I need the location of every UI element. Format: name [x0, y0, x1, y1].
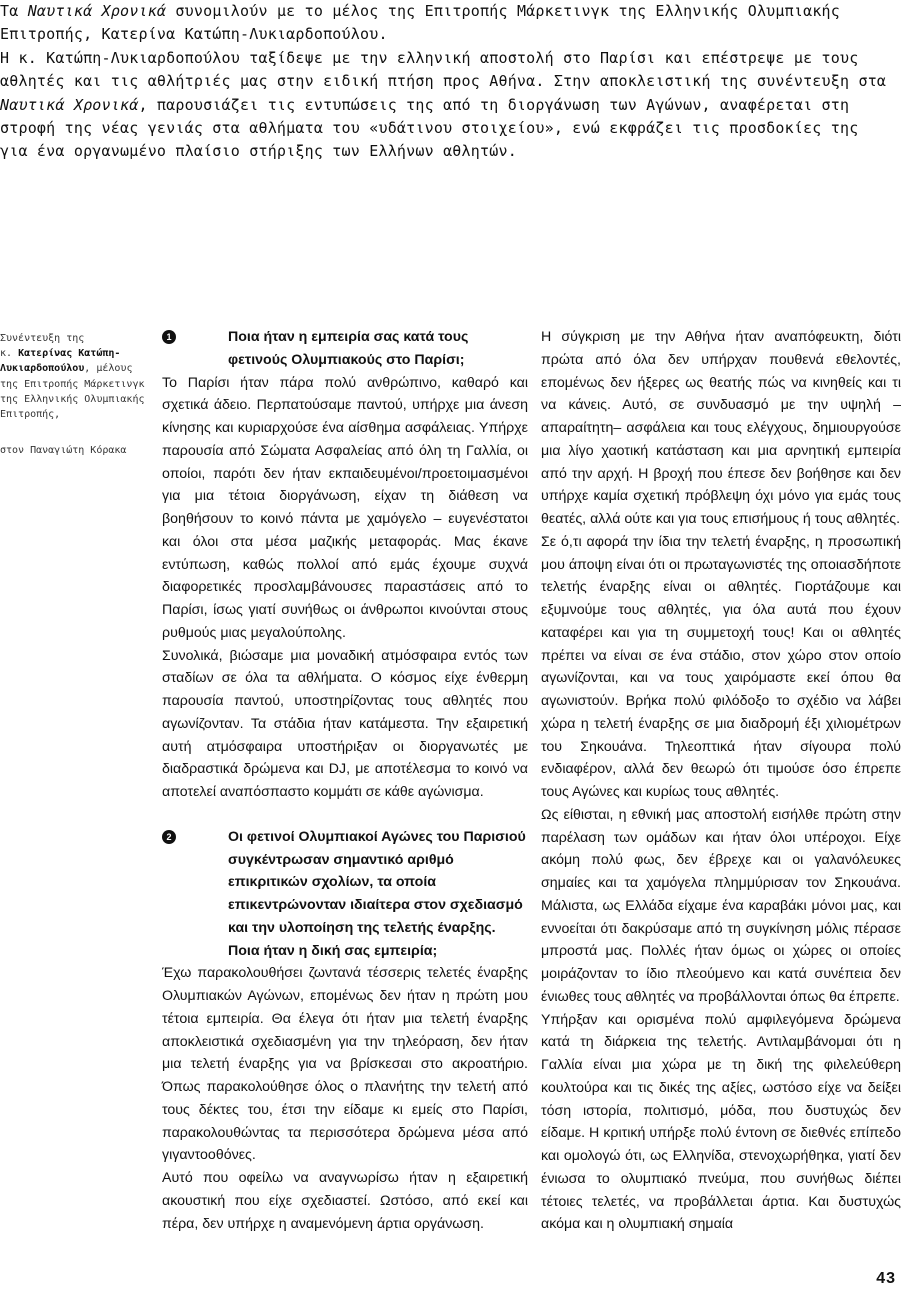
intro: [0, 0, 892, 164]
question-text: Οι φετινοί Ολυμπιακοί Αγώνες του Παρισιού συγκέντρωσαν σημαντικό αριθμό επικριτικών σχολίων, τα οποία επικεντρώνονταν ιδιαίτερα στον σχεδιασμό και την υλοποίηση της τελετής έναρξης. Ποια ήταν η δική σας εμπειρία;: [228, 828, 526, 959]
answer-paragraph: Έχω παρακολουθήσει ζωντανά τέσσερις τελετές έναρξης Ολυμπιακών Αγώνων, επομένως δεν ήταν η πρώτη μου τέτοια εμπειρία. Θα έλεγα ότι ήταν μια τελετή έναρξης αποκλειστικά σχεδιασμένη για την τηλεόραση, δεν ήταν μια τελετή έναρξης για να βρίσκεσαι στο ακροατήριο. Όπως παρακολούθησε όλος ο πλανήτης την τελετή από τους δέκτες του, έτσι την είδαμε κι εμείς στο Παρίσι, παρακολουθώντας τα περισσότερα δρώμενα μέσα από γιγαντοοθόνες.: [162, 965, 528, 1164]
intro-text: Τα: [0, 2, 28, 20]
answer-paragraph: Συνολικά, βιώσαμε μια μοναδική ατμόσφαιρα εντός των σταδίων σε όλα τα αθλήματα. Ο κόσμος είχε ένθερμη παρουσία παντού, υποστηρίζοντας τους αθλητές που αγωνίζονταν. Τα στάδια ήταν κατάμεστα. Την εξαιρετική αυτή ατμόσφαιρα υποστήριξαν οι διοργανωτές με διαδραστικά δρώμενα και DJ, με αποτέλεσμα το κοινό να αποτελεί αναπόσπαστο κομμάτι σε κάθε αγώνισμα.: [162, 647, 528, 800]
answer-paragraph: Η σύγκριση με την Αθήνα ήταν αναπόφευκτη, διότι πρώτα από όλα δεν υπήρχαν πουθενά εθελοντές, επομένως δεν ήξερες ως θεατής πώς να κινηθείς και τι να κάνεις. Αυτό, σε συνδυασμό με την υψηλή –απαραίτητη– ασφάλεια και τους ελέγχους, δημιουργούσε μια λίγο χαοτική κατάσταση και μια αρνητική εμπειρία από την αρχή. Η βροχή που έπεσε δεν βοήθησε και δεν υπήρχε καμία σχετική πρόβλεψη όχι μόνο για εμάς τους θεατές, αλλά ούτε και για τους επισήμους ή τους αθλητές.: [541, 329, 901, 527]
column-right: [541, 326, 901, 1236]
answer-paragraph: Αυτό που οφείλω να αναγνωρίσω ήταν η εξαιρετική ακουστική που είχε σχεδιαστεί. Ωστόσο, από εκεί και πέρα, δεν υπήρχε η αναμενόμενη άρτια οργάνωση.: [162, 1170, 528, 1232]
answer-paragraph: Ως είθισται, η εθνική μας αποστολή εισήλθε πρώτη στην παρέλαση των ομάδων και ήταν όλοι υπέροχοι. Είχε ακόμη πολύ φως, δεν έβρεχε και οι γαλανόλευκες σημαίες και τα χαμόγελα πλημμύρισαν τον Σηκουάνα. Μάλιστα, ως Ελλάδα είχαμε ένα καραβάκι μόνοι μας, και εννοείται ότι δακρύσαμε από τη συγκίνηση μόλις πέρασε μπροστά μας. Πολλές ήταν όμως οι χώρες οι οποίες μοιράζονταν το ίδιο πλεούμενο και κατά συνέπεια δεν ένιωθες τους αθλητές να προβάλλονται όπως θα έπρεπε.: [541, 806, 901, 1005]
credit-role: , μέλους της Επιτροπής Μάρκετινγκ της Ελληνικής Ολυμπιακής Επιτροπής,: [0, 363, 145, 421]
intro-text: συνομιλούν με το μέλος της Επιτροπής Μάρκετινγκ της Ελληνικής Ολυμπιακής Επιτροπής, Κατερίνα Κατώπη-Λυκιαρδοπούλου.: [0, 2, 841, 44]
intro-paragraph-2: [0, 47, 892, 164]
answer-paragraph: Το Παρίσι ήταν πάρα πολύ ανθρώπινο, καθαρό και σχετικά άδειο. Περπατούσαμε παντού, υπήρχε μια άνεση κίνησης και κυριαρχούσε ένα αίσθημα ασφάλειας. Υπήρχε παρουσία από Σώματα Ασφαλείας από όλη τη Γαλλία, οι οποίοι, παρότι δεν ήταν εκπαιδευμένοι/προετοιμασμένοι για μια τέτοια διοργάνωση, είχαν τη διάθεση να βοηθήσουν το κοινό πάντα με χαμόγελο – ευγενέστατοι και όλοι στα μέσα μαζικής μεταφοράς. Μας έκανε εντύπωση, καθώς πολλοί από εμάς έχουμε συχνά διαφορετικές προσλαμβάνουσες παραστάσεις από το Παρίσι, ίσως γιατί συνήθως οι άνθρωποι κινούνται στους ρυθμούς μιας μεγαλούπολης.: [162, 374, 528, 641]
question-1: [162, 326, 528, 372]
credit-name-line: [0, 346, 150, 422]
credit-prefix: κ.: [0, 348, 19, 360]
intro-text: Η κ. Κατώπη-Λυκιαρδοπούλου ταξίδεψε με την ελληνική αποστολή στο Παρίσι και επέστρεψε με τους αθλητές και τις αθλήτριές μας στην ειδική πτήση προς Αθήνα. Στην αποκλειστική της συνέντευξη στα: [0, 48, 887, 91]
intro-text: , παρουσιάζει τις εντυπώσεις της από τη διοργάνωση των Αγώνων, αναφέρεται στη στροφή της νέας γενιάς στα αθλήματα του «υδάτινου στοιχείου», ενώ εκφράζει τις προσδοκίες της για ένα οργανωμένο πλαίσιο στήριξης των Ελλήνων αθλητών.: [0, 95, 859, 161]
interview-credit: [0, 331, 150, 458]
publication-name: Ναυτικά Χρονικά: [0, 95, 139, 114]
question-number-badge: 1: [162, 330, 176, 344]
intro-paragraph-1: [0, 0, 892, 47]
interviewer: στον Παναγιώτη Κόρακα: [0, 445, 127, 457]
question-2: [162, 826, 528, 963]
question-number-badge: 2: [162, 830, 176, 844]
answer-paragraph: Υπήρξαν και ορισμένα πολύ αμφιλεγόμενα δρώμενα κατά τη διάρκεια της τελετής. Αντιλαμβάνομαι ότι η Γαλλία είναι μια χώρα με τη δική της φιλελεύθερη κουλτούρα και τις δικές της αξίες, ωστόσο είχε να δείξει τόση ιστορία, πολιτισμό, μόδα, που δυστυχώς δεν είδαμε. Η κριτική υπήρξε πολύ έντονη σε διεθνές επίπεδο και ομολογώ ότι, ως Ελληνίδα, στενοχωρήθηκα, γιατί δεν ένιωσα το ολυμπιακό πνεύμα, που συνήθως διέπει τέτοιες τελετές, να προβάλλεται άρτια. Και δυστυχώς ακόμα και η ολυμπιακή σημαία: [541, 1011, 901, 1233]
page-number: 43: [876, 1270, 896, 1287]
publication-name: Ναυτικά Χρονικά: [27, 2, 167, 20]
question-text: Ποια ήταν η εμπειρία σας κατά τους φετινούς Ολυμπιακούς στο Παρίσι;: [228, 329, 469, 368]
column-middle: [162, 326, 528, 1235]
answer-paragraph: Σε ό,τι αφορά την ίδια την τελετή έναρξης, η προσωπική μου άποψη είναι ότι οι πρωταγωνιστές της οποιασδήποτε τελετής έναρξης είναι οι αθλητές. Γιορτάζουμε και εξυμνούμε τους αθλητές, για όλα αυτά που έχουν καταφέρει και για τη συμμετοχή τους! Και οι αθλητές πρέπει να είναι σε ένα στάδιο, στον χώρο στον οποίο αγωνίζονται, και να τους χαιρόμαστε εκεί όπου θα αγωνιστούν. Βρήκα πολύ φιλόδοξο το σχέδιο να λάβει χώρα η τελετή έναρξης σε μια διαδρομή έξι χιλιομέτρων του Σηκουάνα. Τηλεοπτικά ήταν σίγουρα πολύ ενδιαφέρον, αλλά δεν θεωρώ ότι τιμούσε όσο έπρεπε τους Αγώνες και κυρίως τους αθλητές.: [541, 533, 901, 800]
interviewee-name: Κατερίνας Κατώπη-Λυκιαρδοπούλου: [0, 348, 121, 375]
credit-line: Συνέντευξη της: [0, 333, 85, 344]
